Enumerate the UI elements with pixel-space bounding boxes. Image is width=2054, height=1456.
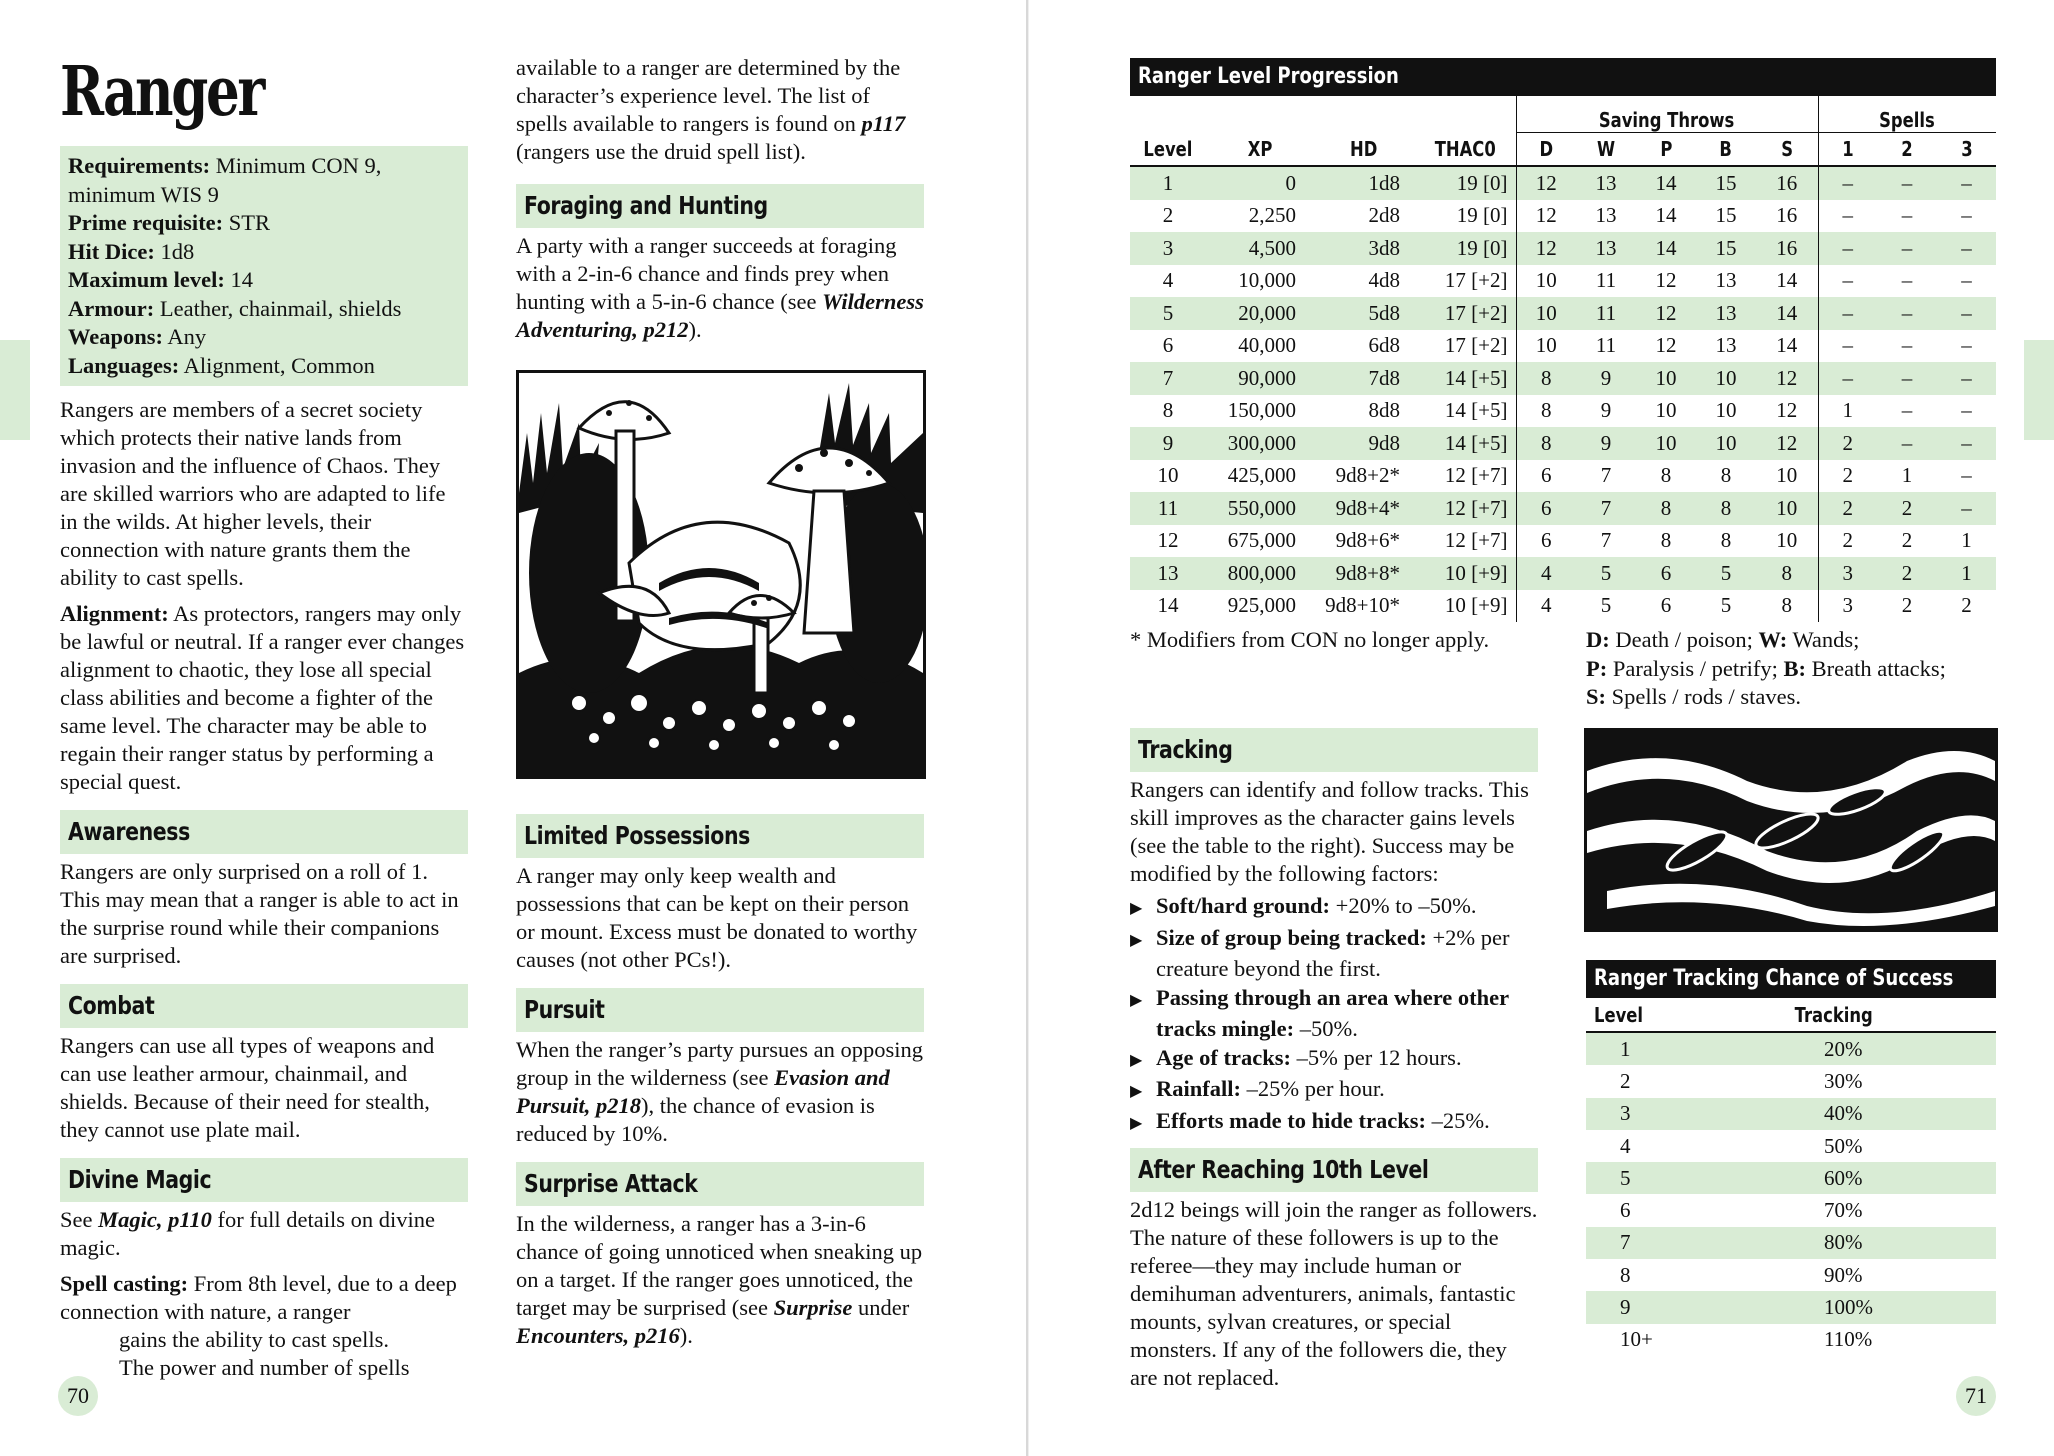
table-cell: 12 [+7] bbox=[1444, 463, 1508, 488]
table-cell: – bbox=[1818, 362, 1877, 395]
table-cell: 2 bbox=[1162, 203, 1174, 228]
table-cell: 9 bbox=[1130, 427, 1206, 460]
table-cell: 90% bbox=[1824, 1262, 1863, 1287]
tracking-col-level: Level bbox=[1594, 1002, 1644, 1027]
table-cell: 8d8 bbox=[1368, 398, 1400, 423]
combat-text: Rangers can use all types of weapons and can use leather armour, chainmail, and shields. Because of their need for stealth, they cannot use plate mail. bbox=[60, 1033, 435, 1142]
table-cell: 7 bbox=[1600, 528, 1612, 553]
table-cell: 2 bbox=[1818, 460, 1877, 493]
table-cell: 11 bbox=[1130, 492, 1206, 525]
table-row bbox=[1586, 1194, 1996, 1226]
tracking-text: Rangers can identify and follow tracks. This skill improves as the character gains levels (see the table to the right). Success may be modified by the following factors: bbox=[1130, 777, 1529, 886]
table-row bbox=[1586, 1162, 1996, 1194]
table-cell: 10 bbox=[1516, 265, 1576, 298]
table-cell: 15 bbox=[1696, 232, 1756, 265]
list-item: ▶ Rainfall: –25% per hour. bbox=[1130, 1075, 1538, 1107]
saving-throw-legend: D: Death / poison; W: Wands; P: Paralysis / petrify; B: Breath attacks; S: Spells / rods / staves. bbox=[1586, 627, 1946, 709]
table-cell: 10,000 bbox=[1238, 268, 1296, 293]
foraging-text: A party with a ranger succeeds at foraging with a 2-in-6 chance and finds prey when hunting with a 5-in-6 chance (see Wilderness Adventuring, p212). bbox=[516, 233, 924, 342]
table-cell: 110% bbox=[1824, 1327, 1873, 1352]
table-cell: 1 bbox=[1586, 1032, 1716, 1065]
table-cell: 5 bbox=[1600, 593, 1612, 618]
requirements-box bbox=[60, 146, 468, 386]
tracking-heading: Tracking bbox=[1130, 728, 1538, 772]
progression-col-header: THAC0 bbox=[1434, 136, 1496, 161]
table-cell: 17 [+2] bbox=[1414, 297, 1516, 330]
table-cell: 14 bbox=[1636, 232, 1696, 265]
table-row bbox=[1130, 590, 1996, 623]
table-cell: 675,000 bbox=[1227, 528, 1296, 553]
table-cell: – bbox=[1937, 427, 1996, 460]
table-cell: 10 bbox=[1516, 297, 1576, 330]
awareness-heading: Awareness bbox=[60, 810, 468, 854]
table-cell: 5 bbox=[1576, 557, 1636, 590]
table-cell: 14 bbox=[1776, 268, 1798, 293]
table-row bbox=[1130, 265, 1996, 298]
table-cell: 425,000 bbox=[1227, 463, 1296, 488]
table-cell: 12 bbox=[1516, 166, 1576, 200]
table-row bbox=[1586, 1065, 1996, 1097]
table-cell: 3 bbox=[1130, 232, 1206, 265]
surprise-attack-text: In the wilderness, a ranger has a 3-in-6 chance of going unnoticed when sneaking up on a target. If the ranger goes unnoticed, the target may be surprised (see Surprise under Encounters, p216). bbox=[516, 1211, 923, 1348]
table-cell: 12 bbox=[1756, 427, 1818, 460]
progression-col-header: D bbox=[1516, 132, 1576, 166]
table-cell: 3 bbox=[1818, 590, 1877, 623]
table-cell: 20% bbox=[1716, 1032, 1996, 1065]
table-cell: 5 bbox=[1720, 593, 1732, 618]
table-cell: 12 bbox=[1655, 268, 1677, 293]
list-item: ▶ Age of tracks: –5% per 12 hours. bbox=[1130, 1044, 1538, 1076]
table-cell: 9 bbox=[1600, 398, 1612, 423]
table-cell: 2 bbox=[1877, 492, 1937, 525]
table-cell: 12 bbox=[1655, 333, 1677, 358]
table-cell: 10 bbox=[1756, 492, 1818, 525]
table-cell: 14 [+5] bbox=[1414, 427, 1516, 460]
table-cell: – bbox=[1877, 297, 1937, 330]
table-cell: 80% bbox=[1716, 1227, 1996, 1259]
requirement-line: Armour: Leather, chainmail, shields bbox=[68, 295, 402, 321]
table-cell: 5 bbox=[1586, 1162, 1716, 1194]
table-cell: 8 bbox=[1620, 1262, 1631, 1287]
table-cell: 550,000 bbox=[1206, 492, 1314, 525]
progression-col-header: XP bbox=[1247, 136, 1273, 161]
tracks-drawing bbox=[1587, 731, 1995, 929]
table-cell: 7 bbox=[1576, 492, 1636, 525]
progression-col-header: P bbox=[1659, 136, 1673, 161]
requirement-line: Requirements: Minimum CON 9, minimum WIS 9 bbox=[68, 153, 382, 207]
table-cell: – bbox=[1877, 232, 1937, 265]
list-item: ▶ Soft/hard ground: +20% to –50%. bbox=[1130, 892, 1538, 924]
table-cell: 10 bbox=[1636, 362, 1696, 395]
table-cell: 19 [0] bbox=[1414, 232, 1516, 265]
table-cell: – bbox=[1818, 232, 1877, 265]
table-cell: 2 bbox=[1818, 525, 1877, 558]
table-cell: 6 bbox=[1620, 1198, 1631, 1223]
table-row bbox=[1130, 557, 1996, 590]
triangle-bullet-icon: ▶ bbox=[1130, 991, 1143, 1009]
table-cell: 70% bbox=[1824, 1198, 1863, 1223]
table-cell: 17 [+2] bbox=[1444, 268, 1508, 293]
table-cell: 14 bbox=[1636, 166, 1696, 200]
table-cell: 6 bbox=[1516, 460, 1576, 493]
table-cell: 12 bbox=[1776, 398, 1798, 423]
table-cell: 10 bbox=[1715, 398, 1737, 423]
table-cell: – bbox=[1961, 333, 1972, 358]
table-cell: 8 bbox=[1516, 395, 1576, 428]
divine-magic-text: See Magic, p110 for full details on divine magic. bbox=[60, 1207, 435, 1260]
progression-col-header: S bbox=[1780, 136, 1793, 161]
table-cell: – bbox=[1818, 297, 1877, 330]
table-cell: 150,000 bbox=[1227, 398, 1296, 423]
table-row bbox=[1586, 1098, 1996, 1130]
table-cell: 12 [+7] bbox=[1414, 492, 1516, 525]
table-cell: – bbox=[1818, 330, 1877, 363]
table-row bbox=[1586, 1259, 1996, 1291]
table-cell: 40,000 bbox=[1238, 333, 1296, 358]
table-cell: 11 bbox=[1595, 268, 1617, 293]
table-cell: 5 bbox=[1130, 297, 1206, 330]
table-cell: 4,500 bbox=[1206, 232, 1314, 265]
progression-col-header: 2 bbox=[1901, 136, 1913, 161]
table-cell: 9d8+2* bbox=[1335, 463, 1400, 488]
modifier-note: * Modifiers from CON no longer apply. bbox=[1130, 627, 1490, 652]
table-cell: 6 bbox=[1660, 593, 1672, 618]
pursuit-heading: Pursuit bbox=[516, 988, 924, 1032]
table-cell: – bbox=[1937, 297, 1996, 330]
table-cell: 1 bbox=[1130, 166, 1206, 200]
table-cell: 14 bbox=[1655, 203, 1677, 228]
table-cell: 1 bbox=[1901, 463, 1913, 488]
tracking-col-tracking: Tracking bbox=[1794, 1002, 1873, 1027]
table-cell: 13 bbox=[1576, 166, 1636, 200]
table-cell: 2d8 bbox=[1368, 203, 1400, 228]
table-cell: 14 bbox=[1157, 593, 1179, 618]
table-cell: 19 [0] bbox=[1456, 203, 1508, 228]
table-cell: 10 bbox=[1157, 463, 1179, 488]
table-cell: 12 bbox=[1636, 297, 1696, 330]
table-cell: 6 bbox=[1636, 557, 1696, 590]
table-cell: 12 bbox=[1516, 232, 1576, 265]
table-row bbox=[1130, 395, 1996, 428]
table-cell: 13 bbox=[1696, 297, 1756, 330]
table-cell: 15 bbox=[1696, 166, 1756, 200]
level-progression-table bbox=[1130, 58, 1996, 622]
table-cell: – bbox=[1961, 463, 1972, 488]
tracks-illustration bbox=[1584, 728, 1998, 932]
table-cell: – bbox=[1901, 333, 1913, 358]
page-title: Ranger bbox=[60, 52, 263, 132]
table-cell: 925,000 bbox=[1227, 593, 1296, 618]
intro-text: Rangers are members of a secret society which protects their native lands from invasion and the influence of Chaos. They are skilled warriors who are adapted to life in the wilds. At higher levels, their connection with nature grants them the ability to cast spells. bbox=[60, 397, 446, 590]
table-cell: 30% bbox=[1824, 1068, 1863, 1093]
triangle-bullet-icon: ▶ bbox=[1130, 931, 1143, 949]
table-cell: 4 bbox=[1620, 1133, 1631, 1158]
table-row bbox=[1130, 297, 1996, 330]
saving-throws-header: Saving Throws bbox=[1516, 96, 1818, 132]
table-cell: 9 bbox=[1586, 1291, 1716, 1323]
table-cell: 0 bbox=[1206, 166, 1314, 200]
left-column-1 bbox=[60, 0, 468, 1382]
table-cell: 8 bbox=[1756, 557, 1818, 590]
table-cell: 16 bbox=[1756, 166, 1818, 200]
table-cell: – bbox=[1818, 265, 1877, 298]
requirement-line: Weapons: Any bbox=[68, 324, 207, 349]
table-cell: 2 bbox=[1901, 528, 1913, 553]
table-cell: 16 bbox=[1776, 203, 1798, 228]
foraging-heading: Foraging and Hunting bbox=[516, 184, 924, 228]
table-cell: 300,000 bbox=[1206, 427, 1314, 460]
table-cell: 13 bbox=[1130, 557, 1206, 590]
table-cell: 15 bbox=[1715, 203, 1737, 228]
table-cell: – bbox=[1937, 232, 1996, 265]
table-cell: 5d8 bbox=[1314, 297, 1414, 330]
progression-col-header: 1 bbox=[1818, 132, 1877, 166]
table-cell: – bbox=[1937, 362, 1996, 395]
table-cell: 2,250 bbox=[1248, 203, 1296, 228]
table-cell: 14 [+5] bbox=[1414, 362, 1516, 395]
table-cell: 2 bbox=[1961, 593, 1972, 618]
table-cell: 3d8 bbox=[1314, 232, 1414, 265]
list-item: ▶ Size of group being tracked: +2% per creature beyond the first. bbox=[1130, 924, 1510, 981]
spell-casting-text: Spell casting: From 8th level, due to a deep connection with nature, a ranger gains the ability to cast spells. The power and number of spells bbox=[60, 1271, 457, 1380]
divine-magic-heading: Divine Magic bbox=[60, 1158, 468, 1202]
table-cell: 13 bbox=[1595, 203, 1617, 228]
table-cell: – bbox=[1877, 166, 1937, 200]
table-cell: 19 [0] bbox=[1414, 166, 1516, 200]
table-cell: – bbox=[1818, 166, 1877, 200]
table-cell: 10 bbox=[1696, 362, 1756, 395]
after-10th-text: 2d12 beings will join the ranger as followers. The nature of these followers is up to the referee—they may include human or demihuman adventurers, animals, fantastic mounts, sylvan creatures, or special monsters. If any of the followers die, they are not replaced. bbox=[1130, 1197, 1538, 1390]
table-row bbox=[1130, 330, 1996, 363]
list-item: ▶ Efforts made to hide tracks: –25%. bbox=[1130, 1107, 1538, 1139]
table-row bbox=[1130, 362, 1996, 395]
page-number-left: 70 bbox=[58, 1376, 98, 1416]
table-cell: 10 [+9] bbox=[1414, 557, 1516, 590]
list-item: ▶ Passing through an area where other tracks mingle: –50%. bbox=[1130, 984, 1509, 1041]
pursuit-text: When the ranger’s party pursues an opposing group in the wilderness (see Evasion and Pursuit, p218), the chance of evasion is reduced by 10%. bbox=[516, 1037, 923, 1146]
table-cell: – bbox=[1818, 200, 1877, 233]
progression-col-header: W bbox=[1596, 136, 1616, 161]
requirement-line: Hit Dice: 1d8 bbox=[68, 238, 195, 264]
table-cell: 8 bbox=[1696, 492, 1756, 525]
mushroom-drawing bbox=[519, 373, 923, 776]
table-cell: 8 bbox=[1720, 463, 1732, 488]
table-row bbox=[1130, 492, 1996, 525]
table-row bbox=[1586, 1130, 1996, 1162]
table-row bbox=[1130, 166, 1996, 200]
triangle-bullet-icon: ▶ bbox=[1130, 1083, 1143, 1100]
table-cell: 11 bbox=[1595, 333, 1617, 358]
table-cell: 9 bbox=[1576, 362, 1636, 395]
table-cell: 7 bbox=[1130, 362, 1206, 395]
table-cell: – bbox=[1901, 203, 1913, 228]
progression-col-header: Level bbox=[1143, 136, 1193, 161]
table-cell: 3 bbox=[1586, 1098, 1716, 1130]
page-gutter-shadow bbox=[1028, 0, 1029, 1456]
table-cell: 14 bbox=[1776, 333, 1798, 358]
table-cell: – bbox=[1877, 362, 1937, 395]
table-row bbox=[1130, 525, 1996, 558]
progression-grid bbox=[1130, 96, 1996, 622]
tracking-grid bbox=[1586, 998, 1996, 1356]
table-cell: 7 bbox=[1586, 1227, 1716, 1259]
table-cell: 4d8 bbox=[1368, 268, 1400, 293]
table-cell: 800,000 bbox=[1206, 557, 1314, 590]
table-cell: 10+ bbox=[1620, 1327, 1653, 1352]
triangle-bullet-icon: ▶ bbox=[1130, 1051, 1143, 1069]
table-cell: – bbox=[1961, 268, 1972, 293]
table-row bbox=[1130, 427, 1996, 460]
left-column-2-lower bbox=[516, 814, 924, 1350]
right-column-1 bbox=[1130, 728, 1538, 1392]
table-cell: 8 bbox=[1516, 427, 1576, 460]
table-cell: 9d8+10* bbox=[1325, 593, 1400, 618]
table-cell: 10 [+9] bbox=[1444, 593, 1508, 618]
mushroom-illustration bbox=[516, 370, 926, 779]
table-cell: 12 bbox=[1756, 362, 1818, 395]
table-cell: 10 bbox=[1636, 427, 1696, 460]
table-cell: 6 bbox=[1516, 525, 1576, 558]
table-cell: 60% bbox=[1716, 1162, 1996, 1194]
table-row bbox=[1586, 1324, 1996, 1356]
requirement-line: Prime requisite: STR bbox=[68, 210, 271, 235]
table-row bbox=[1586, 1032, 1996, 1065]
table-cell: 9d8 bbox=[1314, 427, 1414, 460]
table-cell: 12 bbox=[1157, 528, 1179, 553]
table-cell: – bbox=[1877, 427, 1937, 460]
table-cell: 100% bbox=[1716, 1291, 1996, 1323]
requirement-line: Languages: Alignment, Common bbox=[68, 352, 375, 378]
table-cell: – bbox=[1901, 268, 1913, 293]
table-row bbox=[1586, 1227, 1996, 1259]
level-progression-title: Ranger Level Progression bbox=[1130, 58, 1996, 96]
table-cell: 13 bbox=[1715, 333, 1737, 358]
page-number-right: 71 bbox=[1956, 1376, 1996, 1416]
left-column-2 bbox=[516, 0, 924, 344]
table-cell: 2 bbox=[1620, 1068, 1631, 1093]
alignment-text: Alignment: As protectors, rangers may only be lawful or neutral. If a ranger ever changes alignment to chaotic, they lose all special class abilities and become a fighter of the same level. The character may be able to regain their ranger status by performing a special quest. bbox=[60, 601, 465, 794]
table-cell: 16 bbox=[1756, 232, 1818, 265]
left-edge-tab bbox=[0, 340, 30, 440]
table-cell: 90,000 bbox=[1206, 362, 1314, 395]
table-cell: 8 bbox=[1660, 463, 1672, 488]
limited-possessions-text: A ranger may only keep wealth and possessions that can be kept on their person or mount. Excess must be donated to worthy causes (not other PCs!). bbox=[516, 863, 918, 972]
table-cell: 3 bbox=[1818, 557, 1877, 590]
table-cell: 8 bbox=[1636, 492, 1696, 525]
table-cell: 10 bbox=[1655, 398, 1677, 423]
limited-possessions-heading: Limited Possessions bbox=[516, 814, 924, 858]
triangle-bullet-icon: ▶ bbox=[1130, 1114, 1143, 1132]
table-cell: – bbox=[1937, 492, 1996, 525]
table-cell: 9d8+6* bbox=[1335, 528, 1400, 553]
table-cell: 9d8+4* bbox=[1314, 492, 1414, 525]
table-cell: 10 bbox=[1776, 528, 1798, 553]
tracking-modifiers-list bbox=[1130, 892, 1538, 1138]
table-cell: 8 bbox=[1720, 528, 1732, 553]
right-edge-tab bbox=[2024, 340, 2054, 440]
table-cell: 50% bbox=[1824, 1133, 1863, 1158]
table-cell: 1 bbox=[1937, 557, 1996, 590]
spell-casting-continued: available to a ranger are determined by the character’s experience level. The list of spells available to rangers is found on p117 (rangers use the druid spell list). bbox=[516, 55, 906, 164]
progression-col-header: B bbox=[1719, 136, 1733, 161]
awareness-text: Rangers are only surprised on a roll of 1. This may mean that a ranger is able to act in the surprise round while their companions are surprised. bbox=[60, 859, 459, 968]
tracking-chance-table bbox=[1586, 960, 1996, 1356]
table-cell: 9 bbox=[1576, 427, 1636, 460]
table-cell: 8 bbox=[1781, 593, 1792, 618]
table-cell: 12 bbox=[1516, 200, 1576, 233]
table-cell: 2 bbox=[1818, 427, 1877, 460]
table-cell: 6d8 bbox=[1368, 333, 1400, 358]
table-cell: – bbox=[1961, 203, 1972, 228]
table-cell: 4 bbox=[1516, 590, 1576, 623]
table-cell: 11 bbox=[1576, 297, 1636, 330]
table-cell: 8 bbox=[1660, 528, 1672, 553]
table-row bbox=[1130, 232, 1996, 265]
table-cell: 6 bbox=[1516, 492, 1576, 525]
table-cell: – bbox=[1937, 166, 1996, 200]
table-cell: 7d8 bbox=[1314, 362, 1414, 395]
table-cell: 2 bbox=[1901, 593, 1913, 618]
table-cell: 4 bbox=[1162, 268, 1174, 293]
table-cell: 14 [+5] bbox=[1444, 398, 1508, 423]
table-cell: 10 bbox=[1776, 463, 1798, 488]
spells-header: Spells bbox=[1818, 96, 1996, 132]
table-cell: 13 bbox=[1715, 268, 1737, 293]
table-cell: 5 bbox=[1696, 557, 1756, 590]
triangle-bullet-icon: ▶ bbox=[1130, 900, 1143, 917]
table-cell: 14 bbox=[1756, 297, 1818, 330]
table-cell: 13 bbox=[1576, 232, 1636, 265]
surprise-attack-heading: Surprise Attack bbox=[516, 1162, 924, 1206]
table-cell: 7 bbox=[1600, 463, 1612, 488]
table-cell: 40% bbox=[1716, 1098, 1996, 1130]
table-cell: 6 bbox=[1162, 333, 1174, 358]
table-cell: 8 bbox=[1162, 398, 1174, 423]
table-row bbox=[1130, 460, 1996, 493]
table-row bbox=[1586, 1291, 1996, 1323]
table-cell: 10 bbox=[1696, 427, 1756, 460]
table-cell: 17 [+2] bbox=[1444, 333, 1508, 358]
table-row bbox=[1130, 200, 1996, 233]
table-cell: 10 bbox=[1516, 330, 1576, 363]
table-cell: 9d8+8* bbox=[1314, 557, 1414, 590]
table-cell: 12 [+7] bbox=[1444, 528, 1508, 553]
table-cell: – bbox=[1961, 398, 1972, 423]
table-cell: – bbox=[1901, 398, 1913, 423]
progression-col-header: 3 bbox=[1960, 136, 1973, 161]
table-cell: 2 bbox=[1877, 557, 1937, 590]
tracking-chance-title: Ranger Tracking Chance of Success bbox=[1586, 960, 1996, 998]
table-cell: 8 bbox=[1516, 362, 1576, 395]
table-cell: 1 bbox=[1818, 395, 1877, 428]
requirement-line: Maximum level: 14 bbox=[68, 267, 253, 292]
table-cell: 4 bbox=[1516, 557, 1576, 590]
after-10th-heading: After Reaching 10th Level bbox=[1130, 1148, 1538, 1192]
table-cell: 20,000 bbox=[1206, 297, 1314, 330]
table-cell: 2 bbox=[1818, 492, 1877, 525]
combat-heading: Combat bbox=[60, 984, 468, 1028]
table-cell: 1d8 bbox=[1314, 166, 1414, 200]
table-cell: 1 bbox=[1961, 528, 1972, 553]
progression-col-header: HD bbox=[1350, 136, 1378, 161]
